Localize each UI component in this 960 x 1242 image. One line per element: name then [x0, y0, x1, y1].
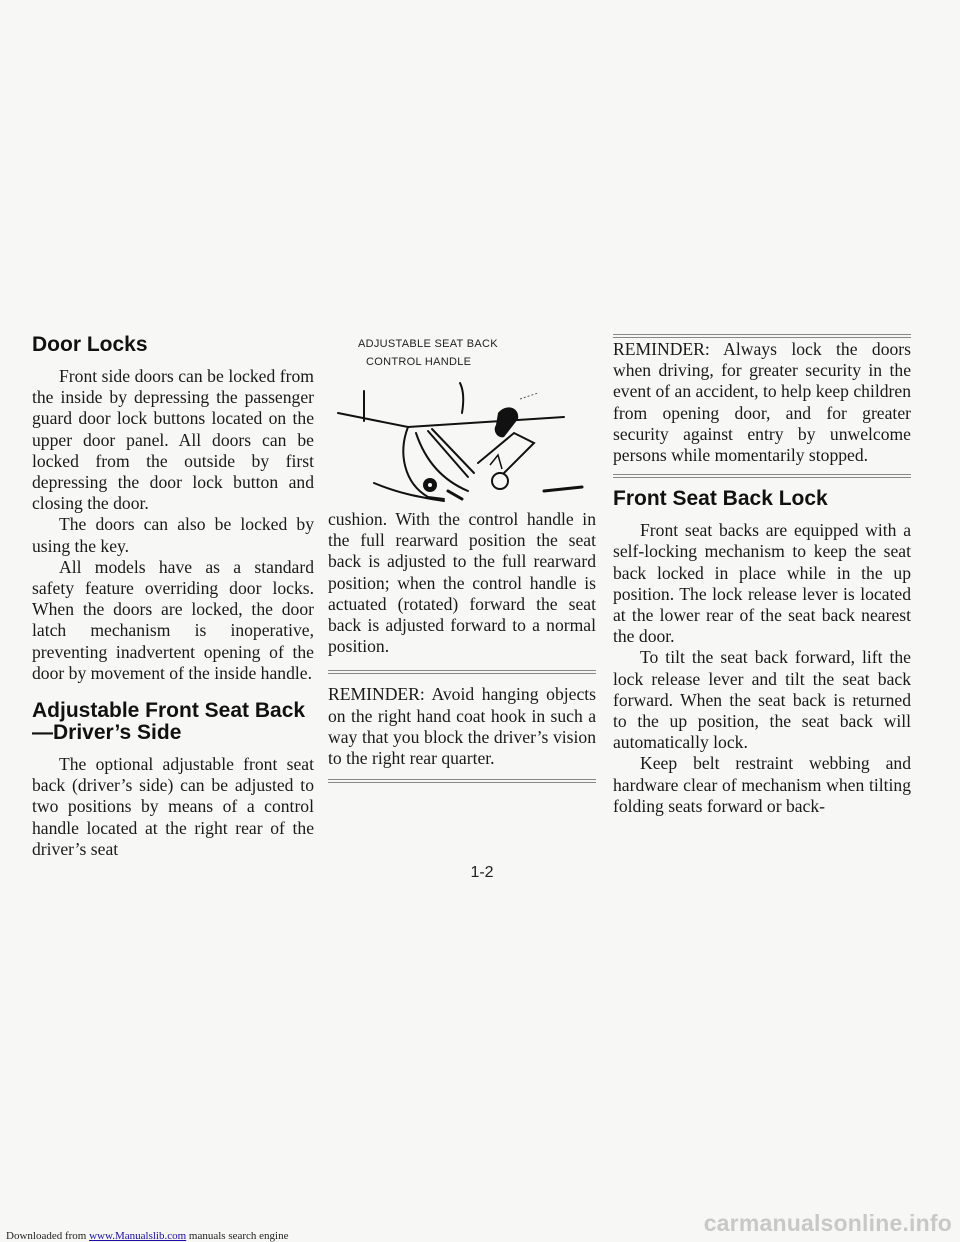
seat-control-handle-illustration — [328, 373, 596, 503]
source-header — [6, 1230, 288, 1242]
reminder-rule-bottom — [328, 779, 596, 783]
seat-back-figure — [328, 373, 596, 621]
watermark-logo: carmanualsonline.info — [703, 1210, 952, 1236]
middle-column — [328, 334, 596, 783]
door-locks-paragraph-2: The doors can also be locked by using the key. — [32, 514, 314, 556]
figure-caption-line1: ADJUSTABLE SEAT BACK — [358, 338, 498, 350]
front-seat-back-lock-heading: Front Seat Back Lock — [613, 487, 828, 511]
source-link[interactable]: www.Manualslib.com — [89, 1230, 187, 1242]
right-column — [613, 334, 911, 817]
source-header-suffix: manuals search engine — [186, 1230, 289, 1242]
seat-back-heading-line1: Adjustable Front Seat Back — [32, 699, 306, 723]
left-column — [32, 334, 314, 860]
seat-back-heading — [32, 700, 314, 744]
source-header-prefix: Downloaded from — [6, 1230, 87, 1242]
seat-back-heading-line2: —Driver’s Side — [32, 721, 182, 745]
door-locks-heading: Door Locks — [32, 333, 148, 356]
reminder-rule-top — [328, 670, 596, 674]
middle-paragraph: cushion. With the control handle in the full rearward position the seat back is adjusted to the full rearward position; when the control handle is actuated (rotated) forward the seat back is adjusted forward to a normal position. — [328, 509, 596, 657]
front-seat-back-lock-paragraph-2: To tilt the seat back forward, lift the lock release lever and tilt the seat back forward. When the seat back is returned to the up position, the seat back will automatically lock. — [613, 647, 911, 753]
door-lock-reminder: REMINDER: Always lock the doors when driving, for greater security in the event of an accident, to help keep children from opening door, and for greater security against entry by unwelcome persons while momentarily stopped. — [613, 339, 911, 466]
front-seat-back-lock-paragraph-1: Front seat backs are equipped with a self-locking mechanism to keep the seat back locked in place while in the up position. The lock release lever is located at the lower rear of the seat back nearest the door. — [613, 520, 911, 647]
right-reminder-rule-bottom — [613, 474, 911, 478]
coat-hook-reminder: REMINDER: Avoid hanging objects on the right hand coat hook in such a way that you block the driver’s vision to the right rear quarter. — [328, 684, 596, 769]
right-reminder-rule-top — [613, 334, 911, 338]
front-seat-back-lock-paragraph-3: Keep belt restraint webbing and hardware clear of mechanism when tilting folding seats forward or back- — [613, 753, 911, 816]
figure-caption-line2: CONTROL HANDLE — [366, 356, 472, 368]
seat-back-paragraph: The optional adjustable front seat back (driver’s side) can be adjusted to two positions by means of a control handle located at the right rear of the driver’s seat — [32, 754, 314, 859]
door-locks-paragraph-3: All models have as a standard safety feature overriding door locks. When the doors are locked, the door latch mechanism is inoperative, preventing inadvertent opening of the door by movement of the inside handle. — [32, 556, 314, 683]
door-locks-paragraph-1: Front side doors can be locked from the inside by depressing the passenger guard door lock buttons located on the upper door panel. All doors can be locked from the outside by first depressing the door lock button and closing the door. — [32, 366, 314, 514]
page-number: 1-2 — [470, 864, 494, 881]
